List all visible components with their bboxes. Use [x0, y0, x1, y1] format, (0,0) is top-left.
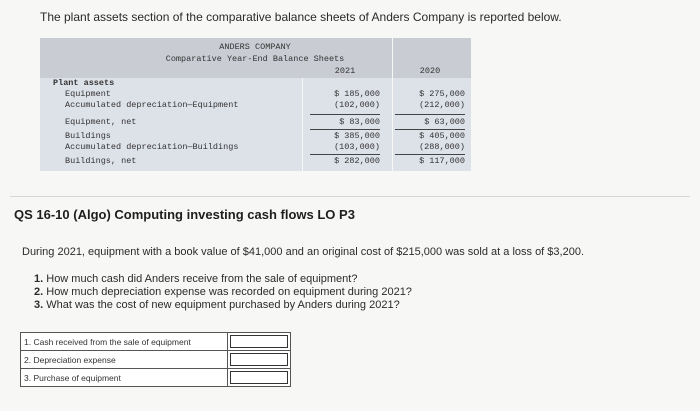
answer-table	[20, 332, 291, 387]
cell-buildings-2020: $ 405,000	[395, 129, 465, 141]
question-item: 2. How much depreciation expense was recorded on equipment during 2021?	[34, 286, 412, 298]
answer-label: 1. Cash received from the sale of equipment	[21, 333, 228, 351]
answer-input-depreciation-expense[interactable]	[230, 353, 288, 366]
question-item: 3. What was the cost of new equipment purchased by Anders during 2021?	[34, 299, 400, 311]
cell-equipment-net-2021: $ 83,000	[310, 114, 380, 127]
answer-row	[21, 351, 291, 369]
row-label-equipment: Equipment	[65, 89, 111, 99]
row-label-buildings: Buildings	[65, 131, 111, 141]
answer-label: 2. Depreciation expense	[21, 351, 228, 369]
row-label-accum-dep-buildings: Accumulated depreciation—Buildings	[65, 142, 239, 152]
answer-row	[21, 333, 291, 351]
year-2020-header: 2020	[419, 66, 441, 76]
answer-input-cash-received[interactable]	[230, 335, 288, 348]
cell-accum-dep-buildings-2021: (103,000)	[334, 142, 380, 152]
balance-sheet	[40, 38, 471, 171]
row-label-equipment-net: Equipment, net	[65, 117, 137, 127]
cell-accum-dep-buildings-2020: (288,000)	[419, 142, 465, 152]
cell-accum-dep-equipment-2020: (212,000)	[419, 100, 465, 110]
question-list	[34, 273, 412, 312]
answer-row	[21, 369, 291, 387]
cell-buildings-net-2020: $ 117,000	[395, 154, 465, 166]
row-label-buildings-net: Buildings, net	[65, 156, 137, 166]
cell-buildings-2021: $ 385,000	[310, 129, 380, 141]
section-label: Plant assets	[53, 78, 115, 88]
answer-label: 3. Purchase of equipment	[21, 369, 228, 387]
answer-input-purchase-equipment[interactable]	[230, 371, 288, 384]
cell-buildings-net-2021: $ 282,000	[310, 154, 380, 166]
company-name: ANDERS COMPANY	[219, 42, 291, 52]
sheet-title: Comparative Year-End Balance Sheets	[165, 54, 345, 64]
row-label-accum-dep-equipment: Accumulated depreciation—Equipment	[65, 100, 239, 110]
year-2021-header: 2021	[334, 66, 356, 76]
divider	[10, 196, 690, 197]
question-title: QS 16-10 (Algo) Computing investing cash flows LO P3	[14, 207, 355, 222]
intro-text: The plant assets section of the comparative balance sheets of Anders Company is reported below.	[40, 10, 562, 24]
cell-accum-dep-equipment-2021: (102,000)	[334, 100, 380, 110]
question-item: 1. How much cash did Anders receive from the sale of equipment?	[34, 273, 358, 285]
cell-equipment-2020: $ 275,000	[419, 89, 465, 99]
question-paragraph: During 2021, equipment with a book value of $41,000 and an original cost of $215,000 was sold at a loss of $3,200.	[22, 246, 584, 258]
cell-equipment-2021: $ 185,000	[334, 89, 380, 99]
cell-equipment-net-2020: $ 63,000	[395, 114, 465, 127]
